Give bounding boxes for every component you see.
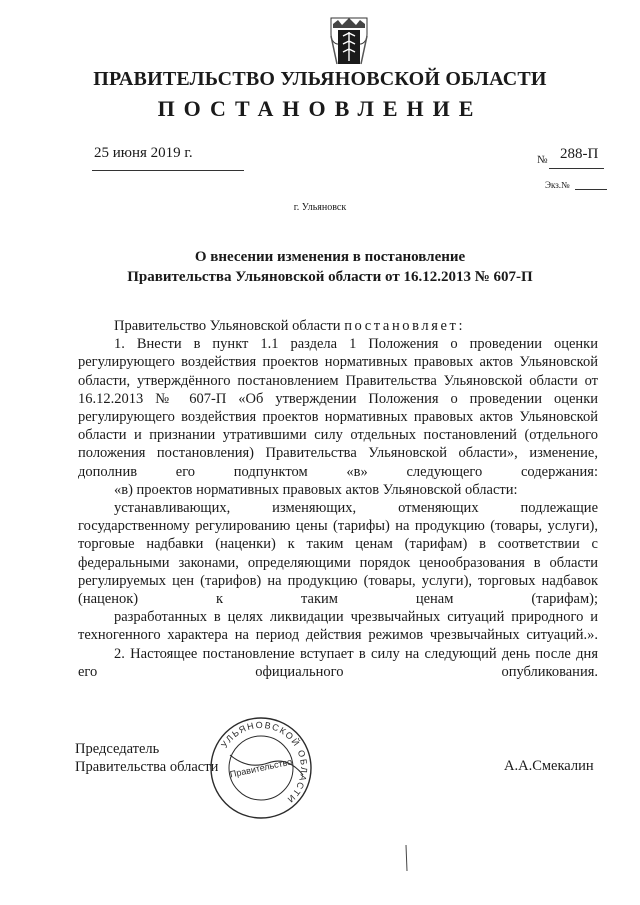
signer-position-line-2: Правительства области <box>75 759 219 775</box>
signer-position <box>75 740 218 776</box>
document-body <box>78 317 598 681</box>
intro-paragraph <box>78 317 598 335</box>
paragraph-2: 2. Настоящее постановление вступает в силу на следующий день после дня его официального опубликования. <box>78 645 598 680</box>
coat-of-arms-icon <box>327 14 371 68</box>
document-subject <box>60 247 600 287</box>
pen-mark-icon <box>398 843 414 873</box>
copy-number-underline <box>575 189 607 190</box>
subpoint-v-item-2: разработанных в целях ликвидации чрезвычайных ситуаций природного и техногенного характера на период действия режимов чрезвычайных ситуаций.». <box>78 609 598 644</box>
signer-name: А.А.Смекалин <box>504 758 594 774</box>
stamp-center-text: Правительство <box>229 756 293 780</box>
stamp-outer-text: УЛЬЯНОВСКОЙ ОБЛАСТИ <box>219 719 310 806</box>
document-type: ПОСТАНОВЛЕНИЕ <box>157 96 483 121</box>
city-label: г. Ульяновск <box>293 202 347 213</box>
number-underline <box>549 168 604 169</box>
official-stamp <box>208 715 314 821</box>
document-date: 25 июня 2019 г. <box>94 145 193 161</box>
intro-prefix: Правительство Ульяновской области <box>114 318 341 334</box>
date-underline <box>92 170 244 171</box>
signer-position-line-1: Председатель <box>75 741 160 757</box>
government-title: ПРАВИТЕЛЬСТВО УЛЬЯНОВСКОЙ ОБЛАСТИ <box>93 68 547 90</box>
paragraph-1: 1. Внести в пункт 1.1 раздела 1 Положения о проведении оценки регулирующего воздействия проектов нормативных правовых актов Ульяновской области, утверждённого постановлением Правительства Ульяновской области от 16.12.2013 № 607-П «Об утверждении Положения о проведении оценки регулирующего воздействия проектов нормативных правовых актов Ульяновской области и признании утратившими силу отдельных постановлений (отдельного положения постановления) Правительства Ульяновской области», изменение, дополнив его подпунктом «в» следующего содержания: <box>78 336 598 480</box>
document-number: 288-П <box>560 146 599 162</box>
number-sign: № <box>537 154 548 166</box>
subpoint-v: «в) проектов нормативных правовых актов Ульяновской области: <box>114 481 518 498</box>
intro-decree-word: постановляет: <box>344 318 466 334</box>
subject-line-1: О внесении изменения в постановление <box>194 249 466 265</box>
subpoint-v-item-1: устанавливающих, изменяющих, отменяющих подлежащие государственному регулированию цены (тарифы) на продукцию (товары, услуги), торговые надбавки (наценки) к таким ценам (тарифам) в соответствии с федеральными законами, определяющими порядок ценообразования в области регулируемых цен (тарифов) на продукцию (товары, услуги), торговых надбавок (наценок) к таким ценам (тарифам); <box>78 500 598 608</box>
subject-line-2: Правительства Ульяновской области от 16.12.2013 № 607-П <box>127 269 533 285</box>
copy-number-label: Экз.№ <box>545 180 570 190</box>
